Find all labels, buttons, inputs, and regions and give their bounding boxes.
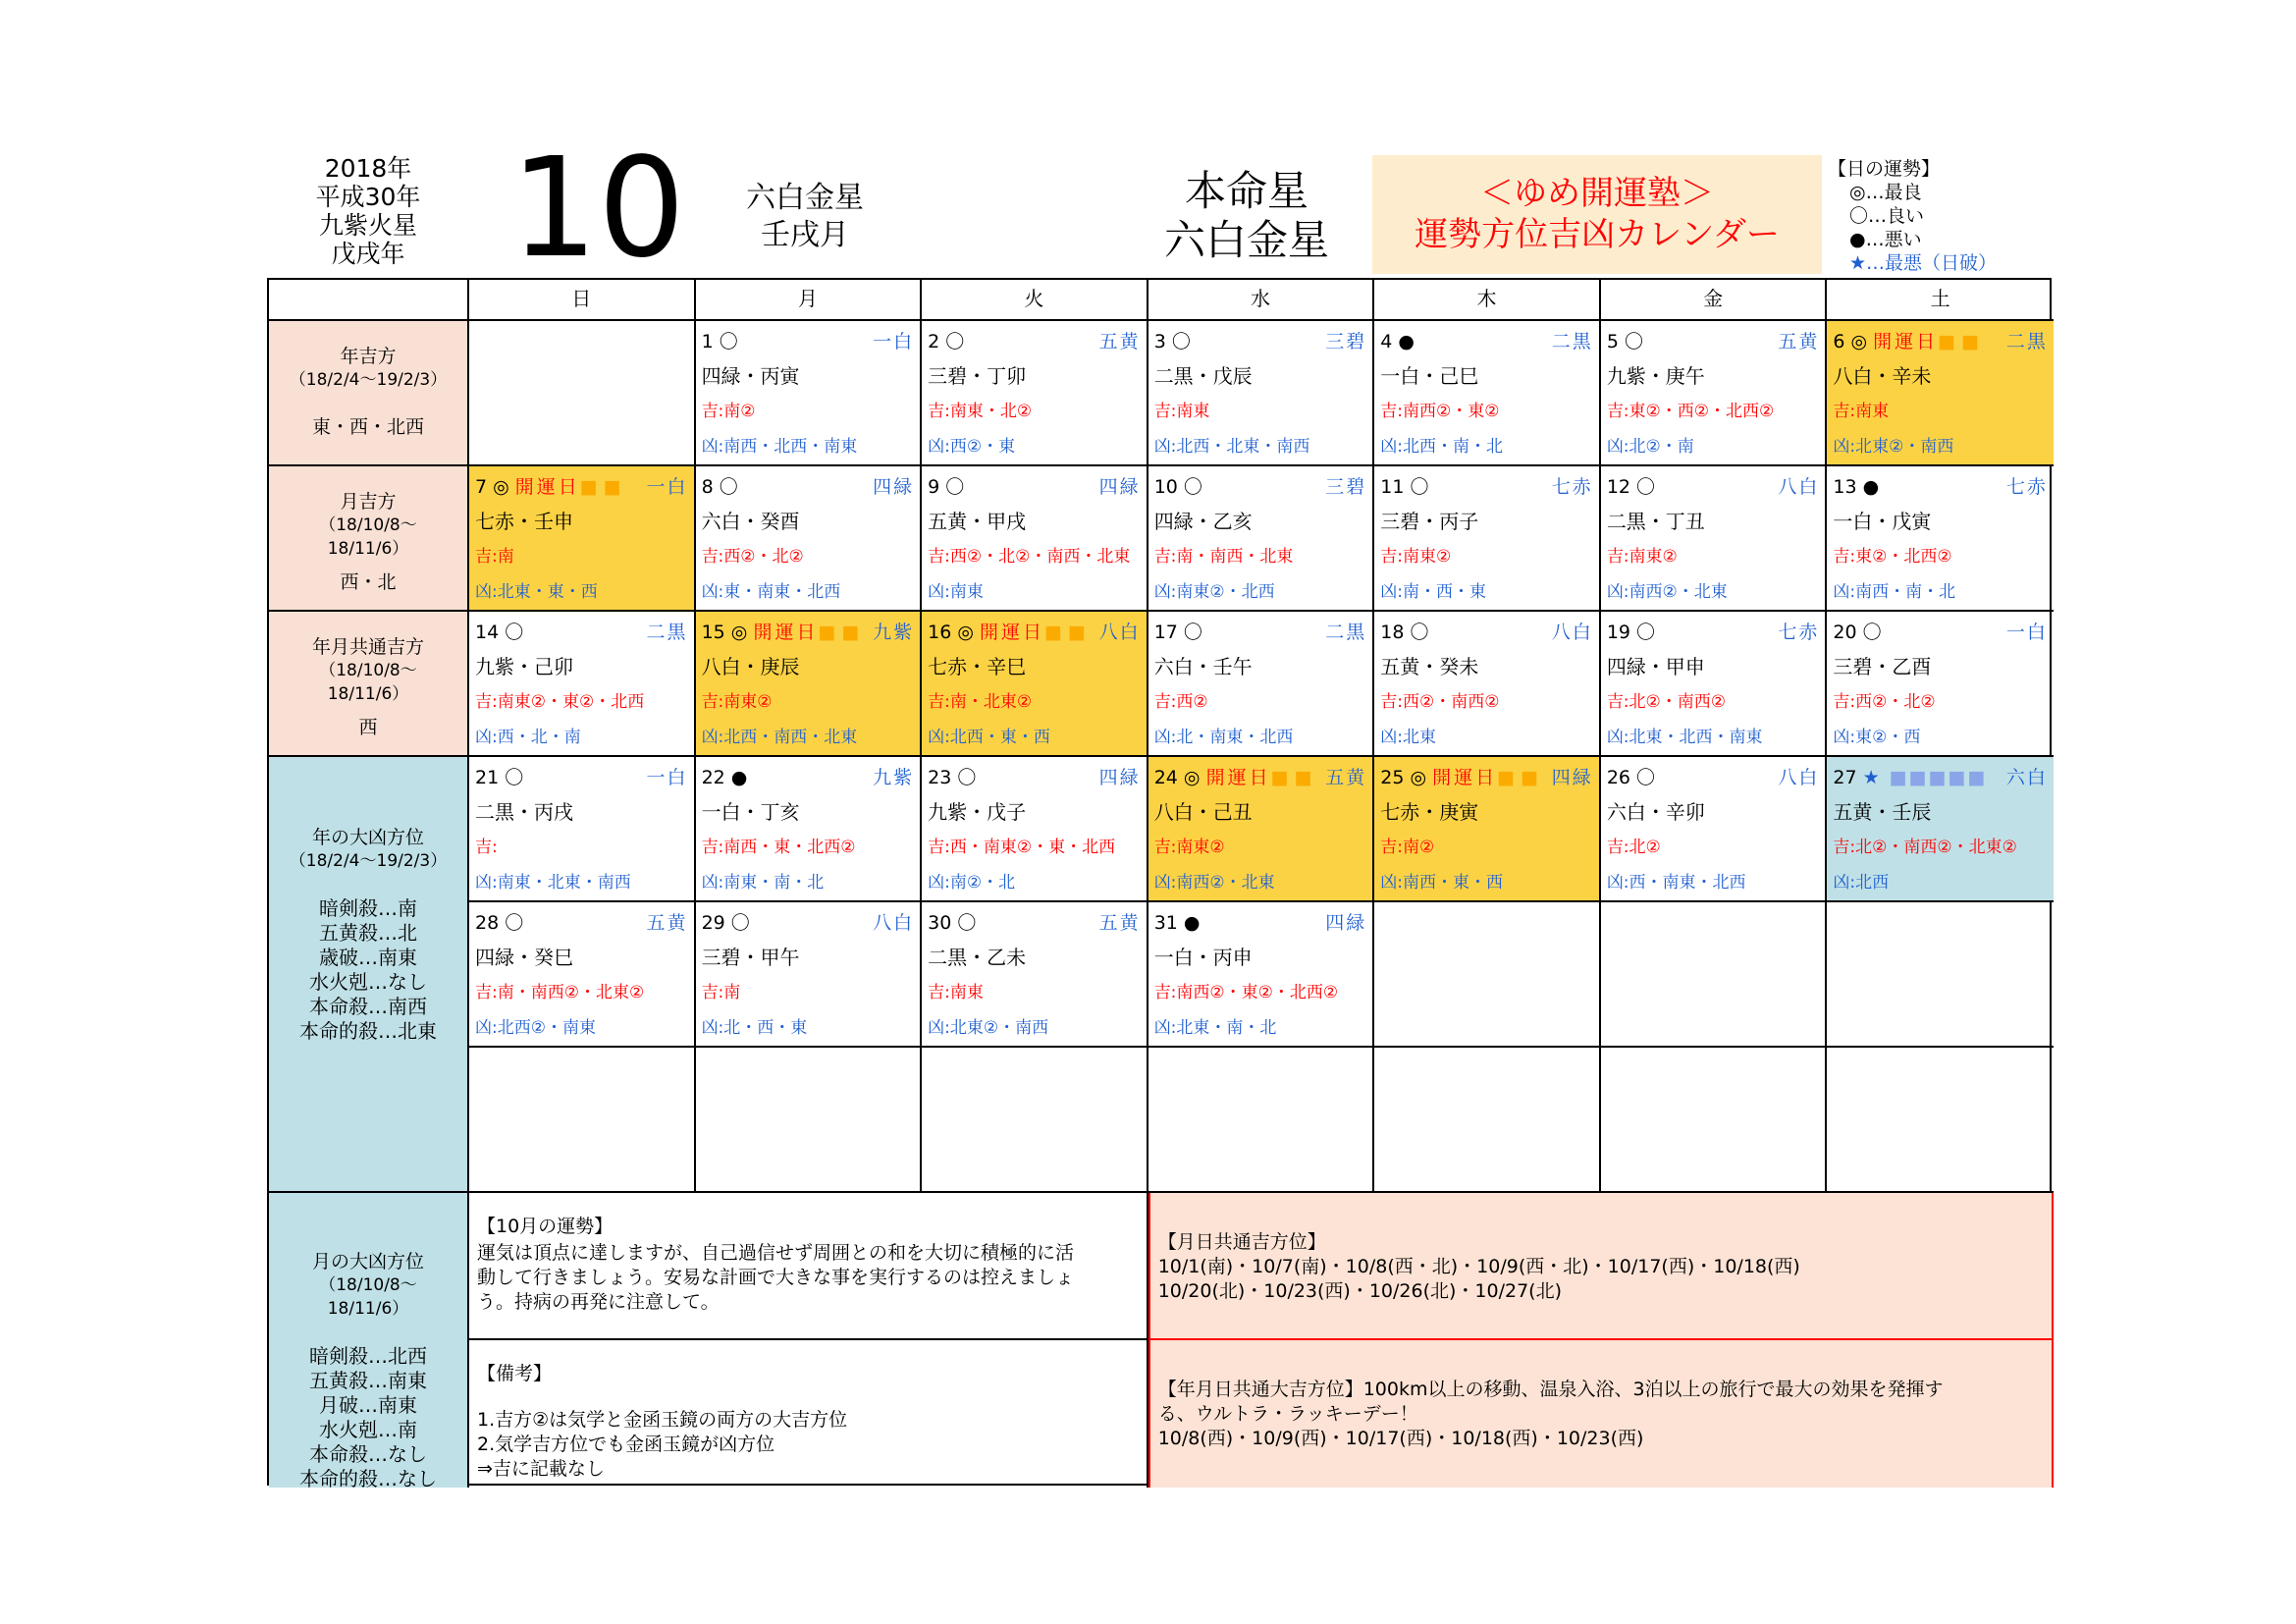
day-kanshi: 六白・癸酉 [701, 510, 800, 533]
day-number: 12 [1606, 476, 1630, 498]
day-unlucky-dirs: 凶:南西・南・北 [1833, 582, 1956, 602]
day-star: 七赤 [2005, 476, 2048, 498]
day-lucky-dirs: 吉:南東 [1153, 402, 1210, 421]
day-star: 九紫 [873, 767, 915, 788]
day-cell [922, 757, 1148, 902]
day-star: 九紫 [873, 622, 915, 643]
day-number: 27 [1833, 767, 1857, 788]
day-cell [1374, 321, 1601, 466]
day-star: 一白 [2005, 622, 2048, 643]
square-mark-icon: ■■■■■ [1889, 767, 1988, 788]
day-unlucky-dirs: 凶:南東②・北西 [1153, 582, 1275, 602]
day-lucky-dirs: 吉:南② [1380, 838, 1435, 857]
kaiun-label: 開運日 [753, 622, 819, 643]
day-unlucky-dirs: 凶:南東・北東・南西 [475, 873, 631, 893]
day-lucky-dirs: 吉:南② [701, 402, 756, 421]
day-number: 29 [701, 912, 725, 934]
day-unlucky-dirs: 凶:北東・北西・南東 [1606, 728, 1763, 747]
day-star: 四緑 [1325, 912, 1367, 934]
square-mark-icon: ■ ■ [1938, 331, 1980, 352]
day-lucky-dirs: 吉: [475, 838, 498, 857]
day-star: 八白 [1098, 622, 1141, 643]
day-kanshi: 二黒・戊辰 [1153, 364, 1253, 388]
day-lucky-dirs: 吉:南東 [1833, 402, 1890, 421]
day-lucky-dirs: 吉:南 [701, 983, 741, 1002]
day-star: 四緑 [1551, 767, 1593, 788]
fortune-mark: 〇 [1636, 767, 1656, 788]
day-number: 14 [475, 622, 500, 643]
day-unlucky-dirs: 凶:北西・東・西 [928, 728, 1050, 747]
kaiun-label: 開運日 [1205, 767, 1271, 788]
day-lucky-dirs: 吉:南西②・東②・北西② [1153, 983, 1339, 1002]
day-unlucky-dirs: 凶:南・西・東 [1380, 582, 1486, 602]
fortune-mark: ● [730, 767, 748, 788]
empty-cell [922, 1048, 1148, 1193]
day-cell [469, 612, 696, 757]
kaiun-label: 開運日 [1873, 331, 1939, 352]
day-cell [1601, 757, 1828, 902]
fortune-mark: 〇 [1171, 331, 1191, 352]
day-cell [696, 612, 923, 757]
fortune-mark: 〇 [505, 622, 524, 643]
fortune-mark: 〇 [1636, 622, 1656, 643]
day-lucky-dirs: 吉:東②・北西② [1833, 547, 1952, 567]
day-kanshi: 一白・丙申 [1153, 946, 1253, 969]
day-number: 5 [1606, 331, 1619, 352]
day-unlucky-dirs: 凶:東・南東・北西 [701, 582, 841, 602]
day-number: 21 [475, 767, 500, 788]
day-unlucky-dirs: 凶:北東 [1380, 728, 1436, 747]
day-kanshi: 四緑・丙寅 [701, 364, 800, 388]
day-unlucky-dirs: 凶:北・西・東 [701, 1018, 808, 1038]
day-kanshi: 三碧・丙子 [1380, 510, 1479, 533]
empty-cell [469, 321, 696, 466]
day-unlucky-dirs: 凶:南西②・北東 [1606, 582, 1728, 602]
day-unlucky-dirs: 凶:南東 [928, 582, 984, 602]
day-cell [1827, 321, 2054, 466]
weekday-wed: 水 [1148, 280, 1375, 321]
day-lucky-dirs: 吉:南西・東・北西② [701, 838, 856, 857]
day-number: 24 [1153, 767, 1178, 788]
fortune-mark: 〇 [945, 331, 965, 352]
day-star: 八白 [1551, 622, 1593, 643]
fortune-mark: ● [1862, 476, 1880, 498]
day-cell [469, 757, 696, 902]
day-kanshi: 一白・戊寅 [1833, 510, 1932, 533]
weekday-sat: 土 [1827, 280, 2054, 321]
day-kanshi: 九紫・己卯 [475, 655, 573, 678]
fortune-mark: 〇 [1183, 476, 1202, 498]
day-unlucky-dirs: 凶:南西・東・西 [1380, 873, 1503, 893]
square-mark-icon: ■ ■ [818, 622, 860, 643]
day-lucky-dirs: 吉:北②・南西②・北東② [1833, 838, 2017, 857]
day-kanshi: 五黄・甲戌 [928, 510, 1027, 533]
day-unlucky-dirs: 凶:北東②・南西 [1833, 437, 1954, 457]
note-remarks: 【備考】 1.吉方②は気学と金函玉鏡の両方の大吉方位 2.気学吉方位でも金函玉鏡が凶方位 ⇒吉に記載なし [469, 1340, 1148, 1488]
day-unlucky-dirs: 凶:南②・北 [928, 873, 1016, 893]
day-kanshi: 八白・庚辰 [701, 655, 800, 678]
note-monthly-fortune: 【10月の運勢】 運気は頂点に達しますが、自己過信せず周囲との和を大切に積極的に活 動して行きましょう。安易な計画で大きな事を実行するのは控えましょ う。持病の再発に注意して。 [469, 1193, 1148, 1340]
day-cell [1601, 321, 1828, 466]
day-unlucky-dirs: 凶:北西・南・北 [1380, 437, 1503, 457]
day-star: 五黄 [1778, 331, 1820, 352]
fortune-mark: 〇 [719, 331, 738, 352]
empty-cell [696, 1048, 923, 1193]
fortune-mark: 〇 [1862, 622, 1882, 643]
side-gekkippo: 月吉方 （18/10/8～ 18/11/6） 西・北 [269, 466, 469, 612]
day-number: 10 [1153, 476, 1178, 498]
empty-cell [1827, 902, 2054, 1048]
empty-cell [1374, 1048, 1601, 1193]
day-kanshi: 三碧・甲午 [701, 946, 800, 969]
fortune-mark: 〇 [1410, 622, 1429, 643]
day-cell [922, 321, 1148, 466]
day-lucky-dirs: 吉:南東② [701, 692, 773, 712]
day-unlucky-dirs: 凶:北西・南西・北東 [701, 728, 858, 747]
day-kanshi: 二黒・丁丑 [1606, 510, 1705, 533]
brand-title: ＜ゆめ開運塾＞ 運勢方位吉凶カレンダー [1372, 155, 1822, 274]
day-number: 4 [1380, 331, 1393, 352]
day-star: 二黒 [1325, 622, 1367, 643]
day-number: 17 [1153, 622, 1178, 643]
day-cell [1374, 466, 1601, 612]
day-number: 2 [928, 331, 940, 352]
day-lucky-dirs: 吉:南西②・東② [1380, 402, 1500, 421]
day-cell [1827, 612, 2054, 757]
honmei-star: 本命星 六白金星 [1163, 167, 1329, 264]
fortune-mark: ● [1183, 912, 1201, 934]
day-cell [1827, 757, 2054, 902]
side-kyotsu: 年月共通吉方 （18/10/8～ 18/11/6） 西 [269, 612, 469, 757]
day-lucky-dirs: 吉:西②・北② [701, 547, 804, 567]
fortune-mark: 〇 [719, 476, 738, 498]
day-number: 1 [701, 331, 714, 352]
day-star: 一白 [646, 767, 688, 788]
day-star: 三碧 [1325, 331, 1367, 352]
day-kanshi: 六白・辛卯 [1606, 800, 1705, 824]
day-star: 五黄 [1325, 767, 1367, 788]
day-kanshi: 二黒・丙戌 [475, 800, 573, 824]
day-unlucky-dirs: 凶:西・北・南 [475, 728, 581, 747]
day-unlucky-dirs: 凶:北東②・南西 [928, 1018, 1049, 1038]
square-mark-icon: ■ ■ [579, 476, 621, 498]
day-number: 9 [928, 476, 940, 498]
side-getsu-daikyo: 月の大凶方位 （18/10/8～ 18/11/6） 暗剣殺…北西 五黄殺…南東 月破…南東 水火剋…南 本命殺…なし 本命的殺…なし [269, 1193, 469, 1488]
fortune-mark: 〇 [505, 767, 524, 788]
day-cell [1148, 466, 1375, 612]
day-unlucky-dirs: 凶:北東・東・西 [475, 582, 598, 602]
day-star: 五黄 [646, 912, 688, 934]
day-number: 13 [1833, 476, 1857, 498]
day-lucky-dirs: 吉:北②・南西② [1606, 692, 1727, 712]
day-star: 五黄 [1098, 912, 1141, 934]
day-star: 四緑 [1098, 476, 1141, 498]
day-unlucky-dirs: 凶:北②・南 [1606, 437, 1694, 457]
kaiun-label: 開運日 [514, 476, 580, 498]
day-number: 18 [1380, 622, 1405, 643]
fortune-mark: 〇 [1636, 476, 1656, 498]
day-number: 8 [701, 476, 714, 498]
day-cell [922, 902, 1148, 1048]
day-unlucky-dirs: 凶:西・南東・北西 [1606, 873, 1746, 893]
day-star: 七赤 [1778, 622, 1820, 643]
fortune-mark: 〇 [957, 912, 977, 934]
fortune-mark: ◎ [957, 622, 974, 643]
day-star: 二黒 [2005, 331, 2048, 352]
month-number: 10 [510, 129, 686, 289]
day-star: 一白 [873, 331, 915, 352]
day-unlucky-dirs: 凶:北東・南・北 [1153, 1018, 1277, 1038]
empty-cell [1601, 902, 1828, 1048]
day-cell [696, 321, 923, 466]
day-unlucky-dirs: 凶:北西 [1833, 873, 1890, 893]
fortune-mark: ◎ [1183, 767, 1201, 788]
day-kanshi: 七赤・壬申 [475, 510, 573, 533]
day-kanshi: 三碧・乙酉 [1833, 655, 1932, 678]
day-number: 23 [928, 767, 952, 788]
day-star: 三碧 [1325, 476, 1367, 498]
day-kanshi: 六白・壬午 [1153, 655, 1253, 678]
side-nen-daikyo: 年の大凶方位 （18/2/4～19/2/3） 暗剣殺…南 五黄殺…北 歳破…南東 水火剋…なし 本命殺…南西 本命的殺…北東 [269, 757, 469, 1193]
day-cell [1148, 321, 1375, 466]
fortune-mark: 〇 [1624, 331, 1643, 352]
day-number: 16 [928, 622, 952, 643]
empty-cell [1601, 1048, 1828, 1193]
note-year-month-day-lucky: 【年月日共通大吉方位】100km以上の移動、温泉入浴、3泊以上の旅行で最大の効果を発揮す る、ウルトラ・ラッキーデー！ 10/8(西)・10/9(西)・10/17(西)・10/18(西)・10/23(西) [1148, 1340, 2054, 1488]
day-kanshi: 五黄・癸未 [1380, 655, 1479, 678]
day-lucky-dirs: 吉:南東② [1380, 547, 1452, 567]
day-cell [696, 466, 923, 612]
fortune-mark: 〇 [945, 476, 965, 498]
day-kanshi: 八白・己丑 [1153, 800, 1253, 824]
fortune-mark: ◎ [493, 476, 509, 498]
day-number: 20 [1833, 622, 1857, 643]
day-kanshi: 三碧・丁卯 [928, 364, 1027, 388]
year-info: 2018年 平成30年 九紫火星 戊戌年 [315, 154, 421, 268]
day-kanshi: 九紫・庚午 [1606, 364, 1705, 388]
day-kanshi: 七赤・庚寅 [1380, 800, 1479, 824]
fortune-mark: 〇 [1183, 622, 1202, 643]
empty-cell [1827, 1048, 2054, 1193]
fortune-mark: 〇 [505, 912, 524, 934]
weekday-thu: 木 [1374, 280, 1601, 321]
side-nenkippo: 年吉方 （18/2/4～19/2/3） 東・西・北西 [269, 321, 469, 466]
day-number: 15 [701, 622, 725, 643]
fortune-mark: 〇 [957, 767, 977, 788]
day-number: 19 [1606, 622, 1630, 643]
day-number: 6 [1833, 331, 1845, 352]
day-cell [1601, 612, 1828, 757]
day-unlucky-dirs: 凶:西②・東 [928, 437, 1016, 457]
day-number: 26 [1606, 767, 1630, 788]
square-mark-icon: ■ ■ [1044, 622, 1086, 643]
day-star: 六白 [2005, 767, 2048, 788]
day-cell [922, 612, 1148, 757]
weekday-tue: 火 [922, 280, 1148, 321]
day-cell [1148, 902, 1375, 1048]
legend: 【日の運勢】 ◎…最良 〇…良い ●…悪い ★…最悪（日破） [1828, 158, 1998, 274]
day-unlucky-dirs: 凶:北・南東・北西 [1153, 728, 1294, 747]
corner-cell [269, 280, 469, 321]
day-cell [469, 466, 696, 612]
fortune-mark: 〇 [730, 912, 750, 934]
day-lucky-dirs: 吉:西②・北②・南西・北東 [928, 547, 1131, 567]
day-kanshi: 四緑・甲申 [1606, 655, 1705, 678]
day-cell [1374, 612, 1601, 757]
square-mark-icon: ■ ■ [1270, 767, 1312, 788]
fortune-mark: 〇 [1410, 476, 1429, 498]
day-lucky-dirs: 吉:南・南西②・北東② [475, 983, 645, 1002]
day-lucky-dirs: 吉:西② [1153, 692, 1208, 712]
day-lucky-dirs: 吉:南東② [1606, 547, 1678, 567]
fortune-mark: ● [1398, 331, 1415, 352]
month-star: 六白金星 壬戌月 [746, 181, 864, 252]
day-cell [696, 902, 923, 1048]
day-kanshi: 一白・丁亥 [701, 800, 800, 824]
empty-cell [469, 1048, 696, 1193]
day-star: 八白 [873, 912, 915, 934]
day-cell [1148, 757, 1375, 902]
day-lucky-dirs: 吉:西・南東②・東・北西 [928, 838, 1116, 857]
weekday-fri: 金 [1601, 280, 1828, 321]
day-kanshi: 五黄・壬辰 [1833, 800, 1932, 824]
day-number: 3 [1153, 331, 1166, 352]
square-mark-icon: ■ ■ [1497, 767, 1539, 788]
kaiun-label: 開運日 [980, 622, 1045, 643]
day-cell [696, 757, 923, 902]
day-star: 五黄 [1098, 331, 1141, 352]
day-unlucky-dirs: 凶:南西・北西・南東 [701, 437, 858, 457]
day-lucky-dirs: 吉:南 [475, 547, 514, 567]
day-kanshi: 四緑・癸巳 [475, 946, 573, 969]
day-number: 28 [475, 912, 500, 934]
day-unlucky-dirs: 凶:南東・南・北 [701, 873, 825, 893]
day-cell [469, 902, 696, 1048]
day-lucky-dirs: 吉:南・北東② [928, 692, 1033, 712]
day-kanshi: 四緑・乙亥 [1153, 510, 1253, 533]
day-star: 二黒 [646, 622, 688, 643]
day-number: 30 [928, 912, 952, 934]
day-number: 22 [701, 767, 725, 788]
day-lucky-dirs: 吉:西②・北② [1833, 692, 1936, 712]
day-lucky-dirs: 吉:東②・西②・北西② [1606, 402, 1775, 421]
empty-cell [1374, 902, 1601, 1048]
kaiun-label: 開運日 [1432, 767, 1498, 788]
day-unlucky-dirs: 凶:北西②・南東 [475, 1018, 596, 1038]
day-star: 二黒 [1551, 331, 1593, 352]
day-kanshi: 二黒・乙未 [928, 946, 1027, 969]
calendar-grid [267, 278, 2052, 1490]
day-unlucky-dirs: 凶:北西・北東・南西 [1153, 437, 1310, 457]
fortune-mark: ◎ [1850, 331, 1868, 352]
weekday-sun: 日 [469, 280, 696, 321]
day-cell [1374, 757, 1601, 902]
day-number: 7 [475, 476, 488, 498]
day-star: 七赤 [1551, 476, 1593, 498]
day-kanshi: 一白・己巳 [1380, 364, 1479, 388]
day-unlucky-dirs: 凶:東②・西 [1833, 728, 1921, 747]
fortune-mark: ◎ [730, 622, 748, 643]
day-star: 四緑 [873, 476, 915, 498]
day-lucky-dirs: 吉:南東・北② [928, 402, 1033, 421]
day-lucky-dirs: 吉:北② [1606, 838, 1661, 857]
day-cell [1827, 466, 2054, 612]
day-lucky-dirs: 吉:西②・南西② [1380, 692, 1500, 712]
day-star: 一白 [646, 476, 688, 498]
fortune-mark: ◎ [1410, 767, 1427, 788]
day-star: 八白 [1778, 476, 1820, 498]
day-cell [1148, 612, 1375, 757]
day-kanshi: 九紫・戊子 [928, 800, 1027, 824]
note-month-day-lucky: 【月日共通吉方位】 10/1(南)・10/7(南)・10/8(西・北)・10/9(西・北)・10/17(西)・10/18(西) 10/20(北)・10/23(西)・10/26(北)・10/27(北) [1148, 1193, 2054, 1340]
day-number: 11 [1380, 476, 1405, 498]
day-number: 25 [1380, 767, 1405, 788]
day-star: 四緑 [1098, 767, 1141, 788]
empty-cell [1148, 1048, 1375, 1193]
fortune-mark: ★ [1862, 767, 1884, 788]
day-kanshi: 八白・辛未 [1833, 364, 1932, 388]
day-lucky-dirs: 吉:南東 [928, 983, 984, 1002]
day-cell [922, 466, 1148, 612]
day-lucky-dirs: 吉:南東② [1153, 838, 1225, 857]
day-unlucky-dirs: 凶:南西②・北東 [1153, 873, 1275, 893]
day-number: 31 [1153, 912, 1178, 934]
weekday-mon: 月 [696, 280, 923, 321]
day-star: 八白 [1778, 767, 1820, 788]
day-kanshi: 七赤・辛巳 [928, 655, 1027, 678]
day-lucky-dirs: 吉:南東②・東②・北西 [475, 692, 645, 712]
day-lucky-dirs: 吉:南・南西・北東 [1153, 547, 1294, 567]
day-cell [1601, 466, 1828, 612]
